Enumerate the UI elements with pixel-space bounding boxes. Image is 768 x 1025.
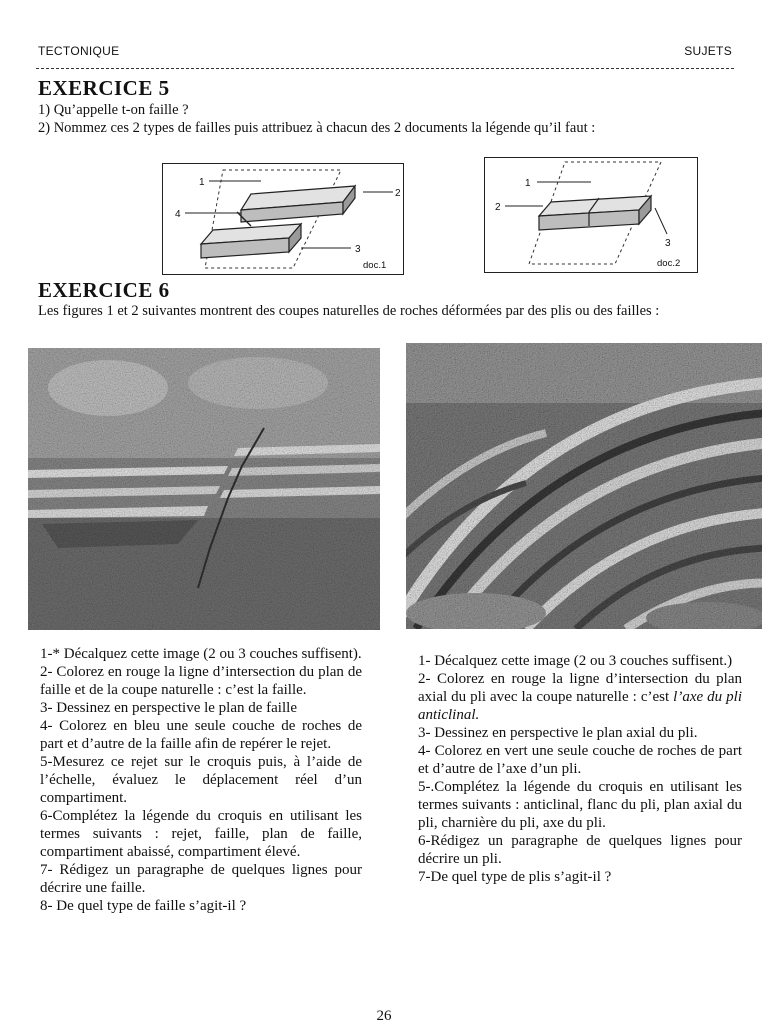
fault-outcrop-image	[28, 348, 380, 630]
doc1-caption: doc.1	[363, 260, 387, 271]
fault-instruction-7: 7- Rédigez un paragraphe de quelques lignes pour décrire une faille.	[40, 862, 362, 896]
page-number: 26	[376, 1008, 392, 1024]
doc2-label-1: 1	[525, 178, 531, 189]
fold-instruction-6: 6-Rédigez un paragraphe de quelques lignes pour décrire un pli.	[418, 833, 742, 867]
fault-instruction-5: 5-Mesurez ce rejet sur le croquis puis, à l’aide de l’échelle, évaluez le déplacement réel d’un compartiment.	[40, 754, 362, 806]
doc1-label-1: 1	[199, 177, 205, 188]
doc2-label-3: 3	[665, 238, 671, 249]
fault-instructions	[40, 645, 362, 915]
exercise5-title: EXERCICE 5	[38, 76, 170, 100]
fold-instruction-4: 4- Colorez en vert une seule couche de roches de part et d’autre de l’axe d’un pli.	[418, 743, 742, 777]
fold-instruction-5: 5-.Complétez la légende du croquis en utilisant les termes suivants : anticlinal, flanc du pli, plan axial du pli, charnière du pli, axe du pli.	[418, 779, 742, 831]
exercise6-title: EXERCICE 6	[38, 278, 170, 302]
exercise5-question-2: 2) Nommez ces 2 types de failles puis attribuez à chacun des 2 documents la légende qu’il faut :	[38, 120, 596, 136]
fold-instructions	[418, 652, 742, 886]
fault-diagram-doc1-drawing	[163, 164, 403, 274]
fault-instruction-2: 2- Colorez en rouge la ligne d’intersection du plan de faille et de la coupe naturelle : c’est la faille.	[40, 664, 362, 698]
fault-instruction-6: 6-Complétez la légende du croquis en utilisant les termes suivants : rejet, faille, plan de faille, compartiment abaissé, compartiment élevé.	[40, 808, 362, 860]
exercise6-intro: Les figures 1 et 2 suivantes montrent des coupes naturelles de roches déformées par des plis ou des failles :	[38, 303, 660, 319]
fault-outcrop-photo	[28, 348, 380, 630]
fold-instruction-3: 3- Dessinez en perspective le plan axial du pli.	[418, 725, 698, 741]
fault-diagram-doc2-drawing	[485, 158, 697, 272]
fold-instruction-2	[418, 670, 742, 724]
doc2-caption: doc.2	[657, 258, 681, 269]
fold-outcrop-photo	[406, 343, 762, 629]
exercise5-question-1: 1) Qu’appelle t-on faille ?	[38, 102, 189, 118]
fold-outcrop-image	[406, 343, 762, 629]
doc1-label-2: 2	[395, 188, 401, 199]
fold-axis-term: l’axe du pli anticlinal.	[418, 689, 742, 723]
fold-instruction-1: 1- Décalquez cette image (2 ou 3 couches suffisent.)	[418, 653, 733, 669]
doc1-label-4: 4	[175, 209, 181, 220]
header-chapter: TECTONIQUE	[38, 44, 120, 58]
fault-instruction-1: 1-* Décalquez cette image (2 ou 3 couches suffisent).	[40, 646, 362, 662]
fault-diagram-doc1	[162, 163, 404, 275]
fold-instruction-2-text: 2- Colorez en rouge la ligne d’intersection du plan axial du pli avec la coupe naturelle : c’est	[418, 671, 742, 705]
fault-instruction-3: 3- Dessinez en perspective le plan de faille	[40, 700, 297, 716]
header-section: SUJETS	[684, 44, 732, 58]
fold-instruction-7: 7-De quel type de plis s’agit-il ?	[418, 869, 612, 885]
doc2-label-2: 2	[495, 202, 501, 213]
doc1-label-3: 3	[355, 244, 361, 255]
fault-instruction-4: 4- Colorez en bleu une seule couche de roches de part et d’autre de la faille afin de repérer le rejet.	[40, 718, 362, 752]
header-divider	[36, 68, 734, 69]
fault-instruction-8: 8- De quel type de faille s’agit-il ?	[40, 898, 247, 914]
fault-diagram-doc2	[484, 157, 698, 273]
